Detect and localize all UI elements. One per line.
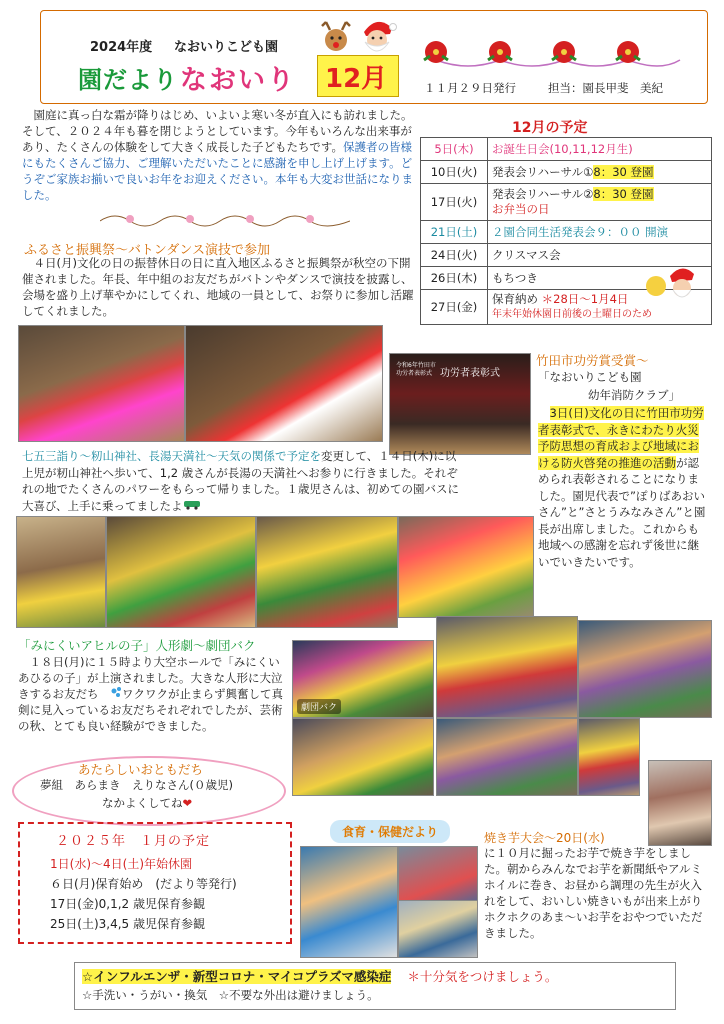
stage-sign-small: 令和6年竹田市功労者表彰式	[396, 362, 436, 377]
yakiimo-title: 焼き芋大会～20日(水)	[484, 831, 605, 845]
school-name: なおいりこども園	[174, 40, 279, 55]
photo-baton-dance-1	[18, 325, 185, 442]
photo-baton-dance-2	[185, 325, 383, 442]
award-title: 竹田市功労賞受賞～	[536, 353, 649, 368]
schedule-row: 21日(土) ２園合同生活発表会９：００ 開演	[421, 221, 712, 244]
photo-shrine-4	[398, 516, 534, 618]
award-text: 3日(日)文化の日に竹田市功労者表彰式で、永きにわたり火災予防思想の育成および地域における防火啓発の推進の活動が認められ表彰されることになりました。園児代表で”ぽりばあおいさん”と”さとうみなみさん”と園長が出席しました。これからも地域への感謝を忘れず後世に継いでいきたいです。	[538, 406, 706, 569]
health-title: 食育・保健だより	[330, 820, 450, 843]
schedule-jan-item: 1日(水)～4日(土)年始休園	[50, 857, 192, 871]
puppet-text: １８日(月)に１５時より大空ホールで「みにくいあひるの子」が上演されました。大きな人形に大泣きするお友だち ワクワクが止まらず興奮して真剣に見入っているお友だちそれぞれでしたが、芸術の秋、とても良い経験ができました。	[18, 655, 283, 733]
schedule-dec-title: 12月の予定	[512, 120, 588, 136]
schedule-row: 27日(金) 保育納め ＊28日～1月4日 年末年始休園日前後の土曜日のため	[421, 290, 712, 325]
intro-text: 園庭に真っ白な霜が降りはじめ、いよいよ寒い冬が直入にも訪れました。そして、２０２４年も暮を閉じようとしています。今年もいろんな出来事があり、たくさんの体験をして大きく成長した子どもたちです。保護者の皆様にもたくさんご協力、ご理解いただいたことに感謝を申し上げ上げます。どうぞご家族お揃いで良いお年をお迎えください。本年も大変お世話になりました。	[22, 108, 413, 202]
photo-food-4	[648, 760, 712, 846]
photo-food-1	[300, 846, 398, 958]
photo-puppet-3	[578, 620, 712, 718]
newsletter-label: 園だより	[78, 66, 178, 94]
stage-sign: 功労者表彰式	[440, 368, 500, 379]
newsletter-name: なおいり	[180, 65, 296, 96]
photo-shrine-1	[16, 516, 106, 628]
new-friend-line-1: 夢組 あらまき えりなさん(０歳児)	[40, 778, 233, 792]
poinsettia-icon	[552, 41, 576, 63]
photo-puppet-2	[436, 616, 578, 718]
poinsettia-icon	[488, 41, 512, 63]
photo-food-3	[398, 900, 478, 958]
stage-banner: 劇団バク	[297, 699, 341, 714]
schedule-jan-item: 17日(金)0,1,2 歳児保育参観	[50, 897, 205, 911]
bus-icon	[183, 498, 201, 515]
schedule-row: 5日(木) お誕生日会(10,11,12月生)	[421, 138, 712, 161]
decorative-divider	[100, 211, 350, 231]
award-subtitle-1: 「なおいりこども園	[538, 370, 642, 384]
heart-icon: ❤	[182, 796, 193, 810]
poinsettia-icon	[424, 41, 448, 63]
issue-date: １１月２９日発行	[424, 81, 516, 95]
photo-shrine-2	[106, 516, 256, 628]
notice-line-2: ☆手洗い・うがい・換気 ☆不要な外出は避けましょう。	[82, 988, 379, 1002]
schedule-row: 17日(火) 発表会リハーサル②8：30 登園 お弁当の日	[421, 184, 712, 221]
photo-puppet-4	[292, 718, 434, 796]
photo-puppet-1	[292, 640, 434, 718]
poinsettia-icon	[616, 41, 640, 63]
yakiimo-text: に１０月に掘ったお芋で焼き芋をしました。朝からみんなでお芋を新聞紙やアルミホイルに巻き、お昼から調理の先生が火入れをして、おいしい焼きいもが出来上がりホクホクのあま～いお芋をおやつでいただきました。	[484, 846, 703, 940]
award-subtitle-2: 幼年消防クラブ」	[588, 388, 680, 402]
month-label: 12月	[325, 64, 388, 94]
photo-award-ceremony	[389, 353, 531, 455]
furusato-title: ふるさと振興祭～バトンダンス演技で参加	[24, 243, 270, 258]
year-label: 2024年度	[90, 40, 153, 55]
schedule-row: 26日(木) もちつき	[421, 267, 712, 290]
schedule-jan-item: ６日(月)保育始め (だより等発行)	[50, 877, 237, 891]
schedule-jan-title: ２０２５年 １月の予定	[56, 834, 211, 849]
photo-shrine-3	[256, 516, 398, 628]
poinsettia-garland	[418, 38, 698, 72]
schedule-row: 24日(火) クリスマス会	[421, 244, 712, 267]
schedule-jan-item: 25日(土)3,4,5 歳児保育参観	[50, 917, 205, 931]
santa-sack-icon	[642, 264, 698, 308]
notice-line-1: ☆インフルエンザ・新型コロナ・マイコプラズマ感染症 ＊十分気をつけましょう。	[82, 969, 558, 984]
new-friend-line-2-wrap: なかよくしてね❤	[102, 796, 193, 810]
photo-puppet-6	[578, 718, 640, 796]
schedule-row: 10日(火) 発表会リハーサル①8：30 登園	[421, 161, 712, 184]
furusato-text: ４日(月)文化の日の振替休日の日に直入地区ふるさと振興祭が秋空の下開催されました。年長、年中組のお友だちがバトンやダンスで演技を披露し、会場を盛り上げ華やかにしてくれ、地域の一員として、お祭りに参加し活躍してくれました。	[22, 256, 414, 318]
author: 担当：園長甲斐 美紀	[548, 81, 663, 95]
puppet-title: 「みにくいアヒルの子」人形劇～劇団バク	[18, 638, 256, 653]
new-friend-title: あたらしいおともだち	[78, 762, 204, 777]
shichigosan-text: 七五三詣り～籾山神社、長湯天満社～天気の関係で予定を変更して、１４日(木)に以上児が籾山神社へ歩いて、1,2 歳さんが長湯の天満社へお参りに行きました。それぞれの地でたくさんのパワーをもらって帰りました。１歳児さんは、初めての園バスに大喜び、上手に乗ってましたよ	[22, 449, 459, 513]
photo-puppet-5	[436, 718, 578, 796]
splash-icon	[99, 686, 123, 702]
